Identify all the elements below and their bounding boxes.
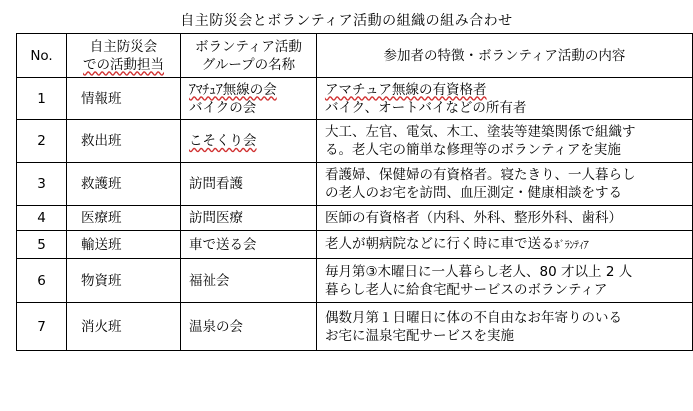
row-description-line2: る。老人宅の簡単な修理等のボランティアを実施 (324, 142, 621, 158)
header-volunteer-line2: グループの名称 (201, 56, 296, 73)
row-no: 4 (17, 206, 67, 231)
row-description-line1-text: アマチュア無線の有資格者 (324, 81, 487, 98)
row-volunteer: 車で送る会 (181, 231, 317, 259)
row-group: 物資班 (67, 259, 181, 303)
table-row (17, 78, 693, 120)
row-group: 救護班 (67, 163, 181, 206)
row-description (316, 78, 692, 120)
header-group-line1: 自主防災会 (89, 38, 158, 55)
row-description (316, 163, 692, 206)
table-row (17, 231, 693, 259)
row-group: 輸送班 (67, 231, 181, 259)
row-description-line1: 看護婦、保健婦の有資格者。寝たきり、一人暮らし (324, 167, 636, 183)
row-volunteer-line1: ｱﾏﾁｭｱ無線の会 (189, 81, 277, 98)
row-volunteer-text: こそくり会 (189, 133, 257, 149)
row-volunteer-line2: バイクの会 (189, 99, 257, 116)
row-description (316, 231, 692, 259)
row-description-line2: 暮らし老人に給食宅配サービスのボランティア (324, 281, 608, 298)
row-no: 5 (17, 231, 67, 259)
row-description (316, 120, 692, 163)
row-volunteer (181, 78, 317, 120)
header-no: No. (17, 34, 67, 78)
row-volunteer: 訪問看護 (181, 163, 317, 206)
header-volunteer (181, 34, 317, 78)
row-no: 3 (17, 163, 67, 206)
table-row (17, 259, 693, 303)
row-no: 6 (17, 259, 67, 303)
row-description-main: 老人が朝病院などに行く時に車で送る (324, 236, 555, 252)
row-description: 医師の有資格者（内科、外科、整形外科、歯科） (316, 206, 692, 231)
row-group: 情報班 (67, 78, 181, 120)
header-volunteer-line1: ボランティア活動 (195, 38, 302, 55)
row-volunteer: 訪問医療 (181, 206, 317, 231)
header-group (67, 34, 181, 78)
document-title: 自主防災会とボランティア活動の組織の組み合わせ (180, 13, 513, 29)
organization-table (16, 33, 693, 351)
table-row (17, 303, 693, 351)
row-description-line1: 毎月第③木曜日に一人暮らし老人、80 才以上 2 人 (324, 263, 633, 280)
table-row (17, 120, 693, 163)
row-description-line1: 偶数月第１日曜日に体の不自由なお年寄りのいる (324, 309, 622, 326)
row-description (316, 259, 692, 303)
header-description: 参加者の特徴・ボランティア活動の内容 (316, 34, 692, 78)
row-volunteer: 福祉会 (181, 259, 317, 303)
table-row (17, 206, 693, 231)
row-no: 7 (17, 303, 67, 351)
row-description-line2: の老人のお宅を訪問、血圧測定・健康相談をする (324, 185, 622, 201)
table-header-row (17, 34, 693, 78)
header-group-line2: での活動担当 (83, 56, 165, 73)
row-volunteer: 温泉の会 (181, 303, 317, 351)
row-group: 医療班 (67, 206, 181, 231)
row-no: 2 (17, 120, 67, 163)
row-description-small: ﾎﾞﾗﾝﾃｨｱ (554, 239, 589, 251)
row-description-line2: お宅に温泉宅配サービスを実施 (324, 327, 514, 344)
row-group: 救出班 (67, 120, 181, 163)
row-description-line2: バイク、オートバイなどの所有者 (324, 99, 527, 116)
row-group: 消火班 (67, 303, 181, 351)
row-description-line1: 大工、左官、電気、木工、塗装等建築関係で組織す (324, 124, 636, 140)
row-description (316, 303, 692, 351)
row-description-line1 (325, 81, 688, 99)
row-no: 1 (17, 78, 67, 120)
table-row (17, 163, 693, 206)
row-volunteer (181, 120, 317, 163)
